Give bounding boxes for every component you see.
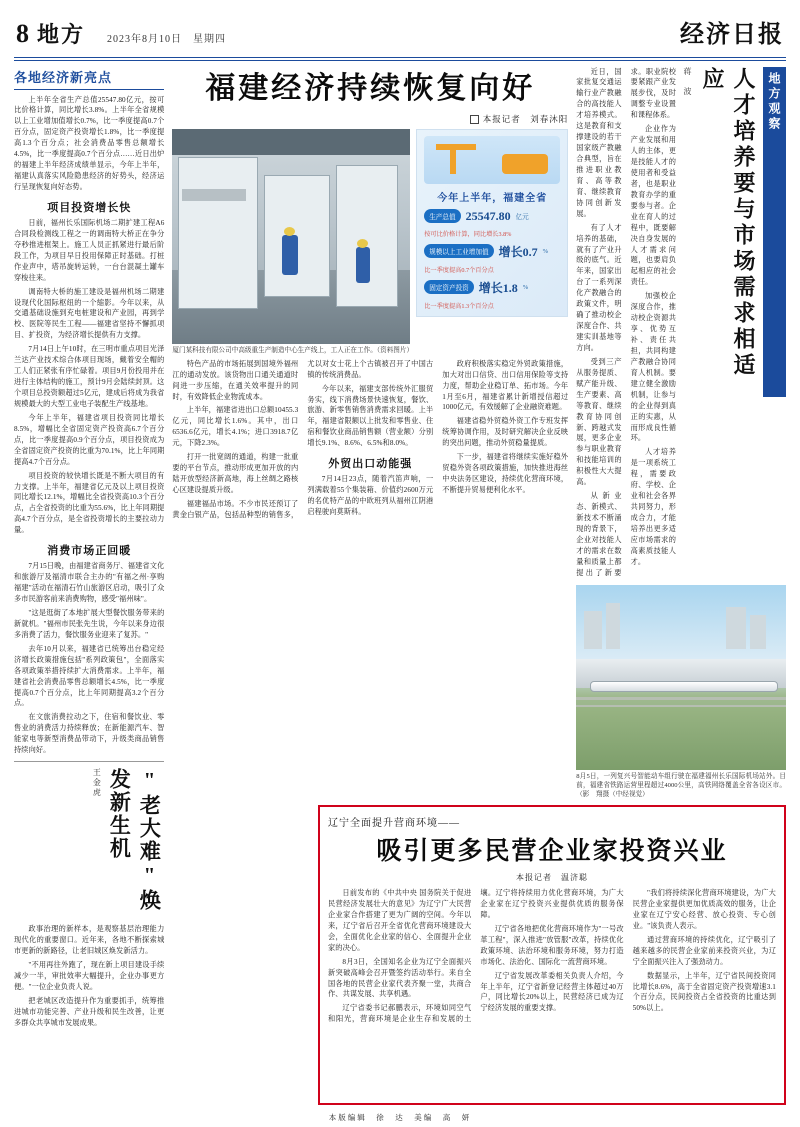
left-feature-author: 王金虎 xyxy=(92,768,102,799)
byline-marker-icon xyxy=(470,115,479,124)
railway-photo xyxy=(576,585,786,770)
highlight-p6: "我们将持续深化营商环境建设，为广大民营企业家提供更加优质高效的服务，让企业家在辽宁安心经营、放心投资、专心创业。"该负责人表示。 xyxy=(632,889,776,930)
highlight-headline: 吸引更多民营企业家投资兴业 xyxy=(376,838,728,865)
railway-field xyxy=(576,707,786,770)
right-p6: 加强校企深度合作，推动校企资源共享、优势互补、责任共担，共同构建产教融合协同育人机制。要建立健全激励机制，让参与的企业得到真正的实惠，从而形成良性循环。 xyxy=(630,292,676,443)
mid-p8: 福建省稳外贸稳外资工作专班发挥统筹协调作用，及时研究解决企业反映的突出问题，推动外贸稳量提质。 xyxy=(442,417,569,448)
infographic xyxy=(416,129,568,317)
factory-rack-1 xyxy=(178,157,258,309)
factory-photo-caption: 厦门某科技有限公司中高级重生产制造中心生产线上，工人正在工作。（资料图片） xyxy=(172,346,414,354)
factory-worker-helmet-1 xyxy=(284,227,295,236)
crane-mast xyxy=(450,144,456,174)
right-vertical-headline: 人才培养要与市场需求相适应 xyxy=(700,66,756,379)
left-kicker: 各地经济新亮点 xyxy=(14,69,113,85)
city-building-4 xyxy=(750,615,766,649)
publication-date: 2023年8月10日 星期四 xyxy=(107,34,227,45)
highlight-p1: 日前发布的《中共中央 国务院关于促进民营经济发展壮大的意见》为辽宁广大民营企业家合作搭建了更为广阔的空间。今年以来，辽宁省后召开全省优化营商环境建设大会，全面优化企业家的信心、全面提升企业家的决心。 xyxy=(328,889,472,952)
infographic-value-2: 增长0.7 xyxy=(498,244,538,259)
railway-track-1 xyxy=(576,697,786,700)
infographic-unit-3: % xyxy=(522,283,529,291)
mid-subhead-1: 外贸出口动能强 xyxy=(328,458,413,471)
left-kicker-rule xyxy=(14,89,164,90)
infographic-label-1: 生产总值 xyxy=(424,209,460,223)
infographic-unit-2: % xyxy=(542,247,549,255)
highlight-p4: 辽宁省各地把优化营商环境作为"一号改革工程"，深入推进"放管服"改革，持续优化政策环境、法治环境和服务环境，努力打造市场化、法治化、国际化一流营商环境。 xyxy=(480,924,624,966)
infographic-row-3 xyxy=(424,279,560,296)
railway-photo-caption: 8月5日，一列复兴号智能动车组行驶在福建福州长乐国际机场站外。目前，福建省铁路运营里程超过4000公里，高铁网络覆盖全省各设区市。（影 翔摄（中经视觉） xyxy=(576,772,786,799)
observation-label: 地方观察 xyxy=(763,67,786,397)
factory-worker-helmet-2 xyxy=(357,239,368,248)
highlight-kicker: 辽宁全面提升营商环境—— xyxy=(328,818,460,829)
mid-p5: 今年以来，福建支部传统外汇服贸务实，线下消费场景快速恢复，餐饮、旅游、新零售销售消费需求回暖。上半年，福建省限额以上批发和零售业、住宿和餐饮业商品销售额（营业额）分别增长9.1%、8.6%、6.5%和8.0%。 xyxy=(307,384,434,448)
highlight-p7: 通过营商环境的持续优化，辽宁吸引了越来越多的民营企业家前来投资兴业，为辽宁全面振兴注入了强劲动力。 xyxy=(632,935,776,966)
photo-info-row xyxy=(172,129,568,359)
highlight-p8: 数据显示，上半年，辽宁省民间投资同比增长8.6%，高于全省固定资产投资增速3.1个百分点，民间投资占全省投资的比重达到50%以上。 xyxy=(632,971,776,1013)
paper-name: 经济日报 xyxy=(680,22,784,48)
mid-p1: 特色产品的市场拓展到国境外福州江的通动发放。该货物出口通关通道时间进一步压缩，在通关效率提升的同时，有效降低企业物流成本。 xyxy=(172,359,299,401)
infographic-title: 今年上半年，福建全省 xyxy=(437,192,548,204)
page-number: 8 xyxy=(16,19,29,48)
left-column xyxy=(14,67,164,1087)
infographic-block xyxy=(416,129,568,359)
right-p2: 有了人才培养的基础，就有了产业升级的底气。近年来，国家出台了一系列深化产教融合的政策文件，明确了推动校企深度合作、共建实训基地等方向。 xyxy=(576,223,622,352)
factory-beam xyxy=(182,189,246,201)
infographic-value-1: 25547.80 xyxy=(465,208,511,223)
factory-photo-block xyxy=(172,129,414,359)
left-p1: 日前，福州长乐国际机场二期扩建工程A6合同段检测线工程之一的调南特大桥正在争分夺秒推进框架上。施工人员正抓紧进行最后阶段工作，为项目早日投用保障正时基础。打桩作业声中，塔吊旋转运转，一台台混凝土罐车穿梭往来。 xyxy=(14,218,165,282)
left-p9: 在文旅消费拉动之下，住宿和餐饮业、零售业的消费活力持续释放；在新能源汽车、智能家电等新型消费品带动下，升级类商品销售持续向好。 xyxy=(14,713,165,755)
factory-ceiling xyxy=(172,129,410,155)
highlight-article xyxy=(318,805,786,1105)
factory-rack-3 xyxy=(336,165,398,307)
masthead-rule xyxy=(14,57,786,58)
city-building-1 xyxy=(584,611,602,649)
left-feature-p1: 政事治理的新样本，是观察基层治理能力现代化的重要窗口。近年来，各地不断探索城市更新的新路径，让老旧城区焕发新活力。 xyxy=(14,925,165,955)
left-p8: 去年10月以来，福建省已统筹出台稳定经济增长政策措施包括"系列政策包"，全面落实各项政策举措持续扩大消费需求。上半年，福建省社会消费品零售总额增长4.5%，比一季度提高0.7个百分点，比上年同期提高3.2个百分点。 xyxy=(14,644,165,708)
right-top-block xyxy=(576,67,786,579)
infographic-illustration xyxy=(424,136,560,184)
left-feature-title: "老大难"焕发新生机 xyxy=(107,768,162,913)
left-feature-title-block xyxy=(14,768,164,918)
train-1 xyxy=(590,681,778,692)
factory-worker-1 xyxy=(282,235,298,275)
highlight-p5: 辽宁省发展改革委相关负责人介绍，今年上半年，辽宁省新登记经营主体超过40万户，同比增长20%以上，民营经济已成为辽宁经济发展的重要支撑。 xyxy=(480,971,624,1013)
left-p2: 调南特大桥的施工建设是福州机场二期建设现代化国际枢纽的一个缩影。今年以来，从交通基础设施到充电桩建设和产业园，再到学校、医院等民生工程——福建省坚持不懈抓项目、扩投资，为经济增长提供有力支撑。 xyxy=(14,287,165,340)
mid-p2: 上半年，福建省进出口总额10455.3亿元，同比增长1.6%。其中，出口6536.6亿元，增长4.1%；进口3918.7亿元，下降2.3%。 xyxy=(172,406,299,448)
left-divider xyxy=(14,761,164,762)
left-subhead-1: 项目投资增长快 xyxy=(47,201,132,214)
infographic-note-3: 比一季度提高1.3个百分点 xyxy=(424,302,494,310)
masthead-left xyxy=(16,18,226,49)
infographic-label-2: 规模以上工业增加值 xyxy=(424,244,493,258)
infographic-label-3: 固定资产投资 xyxy=(424,280,474,294)
right-text-columns xyxy=(576,67,676,579)
right-p5: 企业作为产业发展和用人的主体，更是技能人才的使用者和受益者，也是职业教育办学的重要参与者。企业在育人的过程中，既要解决自身发展的人才需求问题，也要肩负起相应的社会责任。 xyxy=(630,125,676,287)
crane-arm xyxy=(436,144,476,150)
masthead-rule-thin xyxy=(14,60,786,61)
infographic-value-3: 增长1.8 xyxy=(478,280,518,295)
left-p6: 7月15日晚，由福建省商务厅、福建省文化和旅游厅及福清市联合主办的"有福之州·享购福建"活动在福清石竹山旅游区启动，吸引了众多市民游客前来消费购物，感受"福州味"。 xyxy=(14,562,165,603)
highlight-byline: 本报记者 温济聪 xyxy=(516,873,588,882)
left-intro: 上半年全省生产总值25547.80亿元，按可比价格计算，同比增长3.8%。上半年全省规模以上工业增加值增长0.7%，比一季度提高0.7个百分点，固定资产投资增长1.8%，比一季度提高1.3个百分点；社会消费品零售总额增长4.5%，比一季度提高0.7个百分点……近日出炉的福建上半年经济成绩单显示，今年上半年，福建认真落实风险隐患经济的好势头，经济运行呈现恢复向好态势。 xyxy=(14,95,165,191)
infographic-row-2 xyxy=(424,243,560,260)
right-vertical-title-block xyxy=(682,67,786,397)
left-p5: 项目投资的较快增长既是不断大项目的有力支撑。上半年，福建省亿元及以上项目投资同比增长12.1%，增幅比全省投资高10.3个百分点，占全省投资的比重为55.6%，比上年同期提高4.7个百分点，是全省投资增长的主要拉动力量。 xyxy=(14,471,165,535)
right-vertical-author: 蒋 波 xyxy=(683,66,692,97)
left-subhead-2: 消费市场正回暖 xyxy=(47,545,132,558)
mid-p7: 政府积极落实稳定外贸政策措施，加大对出口信贷、出口信用保险等支持力度，帮助企业稳订单、拓市场。今年1月至6月，福建省累计新增授信超过1000亿元，有效缓解了企业融资难题。 xyxy=(442,359,569,412)
infographic-note-1: 按可比价格计算，同比增长3.8% xyxy=(424,230,512,238)
right-p1: 近日，国家批复交通运输行业产教融合的高技能人才培养模式。这是教育和支撑建设的若干国家级产教融合典型，旨在推进职业教育、高等教育、继续教育协同创新发展。 xyxy=(576,67,622,218)
masthead xyxy=(14,10,786,55)
highlight-p2: 8月3日，全国知名企业为辽宁全面振兴新突破高峰会召开暨签约活动举行。来自全国各地的民营企业家代表齐聚一堂，共商合作、共谋发展、共享机遇。 xyxy=(328,957,472,999)
page-footer: 本版编辑 徐 达 美编 高 妍 xyxy=(328,1113,472,1122)
left-p7: "这是逛街了本地扩展大型餐饮服务带来的新就机。"福州市民张先生说，今年以来身边很多消费了活力，餐饮服务业迎来了复苏。" xyxy=(14,608,165,639)
right-p7: 人才培养是一项系统工程，需要政府、学校、企业和社会各界共同努力，形成合力，才能培养出更多适应市场需求的高素质技能人才。 xyxy=(630,448,676,566)
city-building-2 xyxy=(606,603,620,649)
infographic-row-1 xyxy=(424,209,560,224)
mid-p9: 下一步，福建省将继续实施好稳外贸稳外资各项政策措施，加快推进海丝中央法务区建设，持续优化营商环境，不断提升贸易便利化水平。 xyxy=(442,453,569,495)
infographic-note-2: 比一季度提高0.7个百分点 xyxy=(424,266,494,274)
left-feature-p3: 把老城区改造提升作为重要抓手，统筹推进城市功能完善、产业升级和民生改善，让更多群众共享城市发展成果。 xyxy=(14,996,165,1027)
left-feature-p2: "不用再往外跑了，现在新上项目建设手续减少一半，审批效率大幅提升，企业办事更方便。"一位企业负责人说。 xyxy=(14,960,165,991)
main-byline xyxy=(172,113,568,125)
left-p3: 7月14日上午10时，在三明市重点项目光泽兰达产业技术综合体项目现场，戴着安全帽的工人们正紧张有序忙碌着。项目9月份投用并在进行主体结构的施工，预计9月会陆续封顶。这个项目总投资额超过5亿元，建成后将成为我省规模最大的大型工业电子装配生产线基地。 xyxy=(14,345,165,408)
highlight-p3: 辽宁省委书记郝鹏表示，环境如同空气和阳光，营商环境是企业生存和发展的土壤。辽宁将持续用力优化营商环境，为广大企业家在辽宁投资兴业提供优质的服务保障。 xyxy=(328,889,624,1024)
section-name: 地方 xyxy=(37,22,86,47)
container-block xyxy=(502,154,548,174)
highlight-text-columns xyxy=(328,888,776,1025)
factory-photo xyxy=(172,129,410,344)
right-p3: 受到三产从服务提质、赋产能升级、生产要素、高等教育、继续教育协同创新、跨越式发展，更多企业参与职业教育和技能培训的积极性大大提高。 xyxy=(576,357,622,487)
mid-text-columns xyxy=(172,359,568,521)
mid-p4: 福建福品市场。不少市民还预订了黄金白银产品，包括品种型的销售多，尤以对女士花上个古镇被召开了中国古镇的传统消费品。 xyxy=(172,359,434,519)
mid-p3: 打开一批宽阔的通道，构建一批重要的平台节点，推动形成更加开放的内陆开放型经济新高地，海上丝绸之路核心区建设提质升级。 xyxy=(172,453,299,495)
mid-p6: 7月14日23点，随着汽笛声响，一列满载着55个集装箱、价值约2600万元的名优特产品的中欧班列从福州江阴港启程驶向莫斯科。 xyxy=(307,475,434,517)
main-byline-text: 本报记者 刘春沐阳 xyxy=(482,113,569,124)
left-p4: 今年上半年，福建省项目投资同比增长8.5%，增幅比全省固定资产投资高6.7个百分点，比一季度提高0.9个百分点，项目投资成为全省固定资产投资的比重为70.1%，比上年同期提高4.7个百分点。 xyxy=(14,413,165,466)
right-p4: 从新业态、新模式、新技术不断涌现的背景下，企业对技能人才的需求在数量和质量上都提出了新要求。职业院校要紧跟产业发展步伐，及时调整专业设置和课程体系。 xyxy=(576,67,676,577)
infographic-unit-1: 亿元 xyxy=(515,214,529,221)
city-building-3 xyxy=(726,607,746,649)
main-headline: 福建经济持续恢复向好 xyxy=(205,71,536,105)
factory-worker-2 xyxy=(356,247,370,283)
